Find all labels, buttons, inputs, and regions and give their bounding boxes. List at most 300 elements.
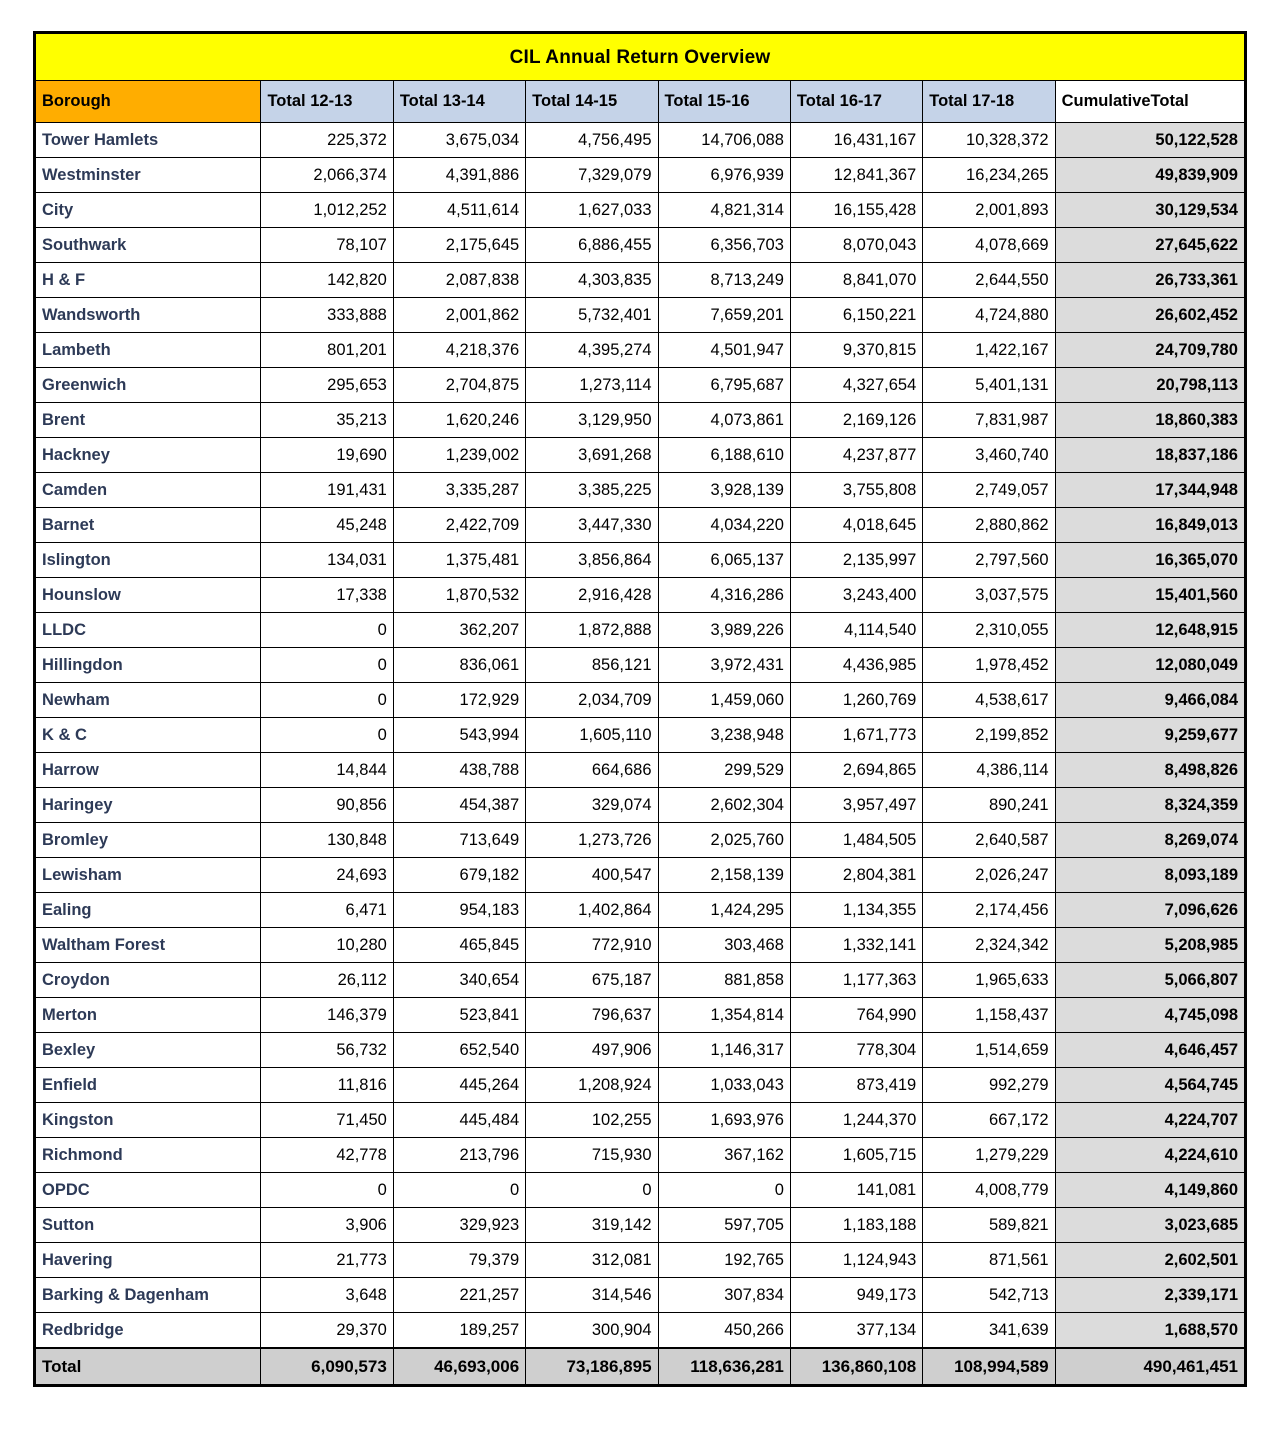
year-value: 8,841,070 [790,263,922,298]
year-value: 191,431 [261,473,393,508]
year-value: 715,930 [526,1138,658,1173]
year-value: 881,858 [658,963,790,998]
year-value: 19,690 [261,438,393,473]
year-value: 3,957,497 [790,788,922,823]
year-value: 192,765 [658,1243,790,1278]
table-row [35,998,1246,1033]
year-value: 2,804,381 [790,858,922,893]
year-value: 2,001,862 [393,298,525,333]
year-value: 1,260,769 [790,683,922,718]
borough-name: Greenwich [35,368,261,403]
cumulative-total-value: 9,466,084 [1055,683,1245,718]
year-value: 4,391,886 [393,158,525,193]
year-value: 1,693,976 [658,1103,790,1138]
table-row [35,683,1246,718]
year-value: 35,213 [261,403,393,438]
year-value: 873,419 [790,1068,922,1103]
cumulative-total-value: 26,733,361 [1055,263,1245,298]
year-value: 10,328,372 [923,123,1055,158]
borough-name: Hackney [35,438,261,473]
year-value: 4,303,835 [526,263,658,298]
cumulative-total-value: 16,849,013 [1055,508,1245,543]
cumulative-total-value: 4,224,707 [1055,1103,1245,1138]
table-row [35,718,1246,753]
year-value: 4,821,314 [658,193,790,228]
year-value: 2,026,247 [923,858,1055,893]
year-value: 56,732 [261,1033,393,1068]
cumulative-total-value: 27,645,622 [1055,228,1245,263]
year-value: 3,129,950 [526,403,658,438]
year-value: 1,978,452 [923,648,1055,683]
year-value: 2,199,852 [923,718,1055,753]
year-value: 652,540 [393,1033,525,1068]
year-value: 295,653 [261,368,393,403]
borough-name: Harrow [35,753,261,788]
year-value: 146,379 [261,998,393,1033]
year-value: 6,886,455 [526,228,658,263]
year-value: 1,273,726 [526,823,658,858]
borough-name: Richmond [35,1138,261,1173]
year-value: 597,705 [658,1208,790,1243]
year-value: 333,888 [261,298,393,333]
year-value: 71,450 [261,1103,393,1138]
year-value: 29,370 [261,1313,393,1348]
table-row [35,613,1246,648]
year-value: 189,257 [393,1313,525,1348]
cil-annual-return-table [33,31,1247,1387]
year-value: 0 [261,648,393,683]
year-value: 465,845 [393,928,525,963]
year-value: 319,142 [526,1208,658,1243]
borough-name: Enfield [35,1068,261,1103]
borough-name: Lewisham [35,858,261,893]
table-row [35,578,1246,613]
year-value: 1,208,924 [526,1068,658,1103]
year-value: 10,280 [261,928,393,963]
cumulative-total-value: 26,602,452 [1055,298,1245,333]
year-value: 3,385,225 [526,473,658,508]
borough-name: Merton [35,998,261,1033]
borough-name: K & C [35,718,261,753]
year-value: 4,395,274 [526,333,658,368]
year-value: 362,207 [393,613,525,648]
column-header-total-15-16[interactable]: Total 15-16 [658,81,790,123]
borough-name: City [35,193,261,228]
column-header-total-14-15[interactable]: Total 14-15 [526,81,658,123]
table-row [35,263,1246,298]
table-row [35,893,1246,928]
cumulative-total-value: 4,149,860 [1055,1173,1245,1208]
table-row [35,928,1246,963]
table-row [35,1173,1246,1208]
year-value: 0 [261,683,393,718]
year-value: 2,880,862 [923,508,1055,543]
year-value: 801,201 [261,333,393,368]
borough-name: Lambeth [35,333,261,368]
borough-name: Croydon [35,963,261,998]
borough-name: Hillingdon [35,648,261,683]
year-value: 6,065,137 [658,543,790,578]
year-value: 314,546 [526,1278,658,1313]
year-value: 589,821 [923,1208,1055,1243]
year-value: 1,354,814 [658,998,790,1033]
year-value: 7,329,079 [526,158,658,193]
year-value: 2,422,709 [393,508,525,543]
year-value: 450,266 [658,1313,790,1348]
year-value: 3,037,575 [923,578,1055,613]
borough-name: Newham [35,683,261,718]
year-value: 543,994 [393,718,525,753]
borough-name: Redbridge [35,1313,261,1348]
year-value: 4,436,985 [790,648,922,683]
year-value: 6,150,221 [790,298,922,333]
table-row [35,228,1246,263]
table-row [35,473,1246,508]
year-value: 1,484,505 [790,823,922,858]
cumulative-total-value: 18,837,186 [1055,438,1245,473]
year-value: 8,713,249 [658,263,790,298]
year-value: 134,031 [261,543,393,578]
year-value: 679,182 [393,858,525,893]
borough-name: Barnet [35,508,261,543]
year-value: 445,264 [393,1068,525,1103]
borough-name: Islington [35,543,261,578]
year-value: 12,841,367 [790,158,922,193]
total-year-value: 46,693,006 [393,1348,525,1386]
year-value: 1,375,481 [393,543,525,578]
year-value: 4,218,376 [393,333,525,368]
year-value: 3,335,287 [393,473,525,508]
year-value: 4,501,947 [658,333,790,368]
year-value: 6,976,939 [658,158,790,193]
borough-name: Brent [35,403,261,438]
table-row [35,1033,1246,1068]
year-value: 142,820 [261,263,393,298]
cumulative-total-value: 2,602,501 [1055,1243,1245,1278]
year-value: 954,183 [393,893,525,928]
year-value: 303,468 [658,928,790,963]
year-value: 1,605,715 [790,1138,922,1173]
year-value: 0 [526,1173,658,1208]
year-value: 16,155,428 [790,193,922,228]
year-value: 1,146,317 [658,1033,790,1068]
cumulative-total-value: 24,709,780 [1055,333,1245,368]
table-row [35,333,1246,368]
year-value: 1,244,370 [790,1103,922,1138]
cumulative-total-value: 49,839,909 [1055,158,1245,193]
year-value: 836,061 [393,648,525,683]
year-value: 796,637 [526,998,658,1033]
year-value: 3,675,034 [393,123,525,158]
year-value: 4,724,880 [923,298,1055,333]
cumulative-total-value: 3,023,685 [1055,1208,1245,1243]
cumulative-total-value: 4,564,745 [1055,1068,1245,1103]
year-value: 341,639 [923,1313,1055,1348]
column-header-total-17-18[interactable]: Total 17-18 [923,81,1055,123]
table-row [35,858,1246,893]
year-value: 4,018,645 [790,508,922,543]
year-value: 5,401,131 [923,368,1055,403]
year-value: 6,356,703 [658,228,790,263]
borough-name: Kingston [35,1103,261,1138]
year-value: 4,327,654 [790,368,922,403]
total-row-label: Total [35,1348,261,1386]
year-value: 24,693 [261,858,393,893]
table-row [35,823,1246,858]
year-value: 2,644,550 [923,263,1055,298]
year-value: 7,831,987 [923,403,1055,438]
year-value: 3,238,948 [658,718,790,753]
year-value: 1,279,229 [923,1138,1055,1173]
year-value: 2,169,126 [790,403,922,438]
year-value: 0 [261,1173,393,1208]
year-value: 16,234,265 [923,158,1055,193]
table-row [35,788,1246,823]
year-value: 4,114,540 [790,613,922,648]
year-value: 3,989,226 [658,613,790,648]
year-value: 1,514,659 [923,1033,1055,1068]
year-value: 1,183,188 [790,1208,922,1243]
cumulative-total-value: 15,401,560 [1055,578,1245,613]
year-value: 2,025,760 [658,823,790,858]
year-value: 26,112 [261,963,393,998]
year-value: 1,332,141 [790,928,922,963]
cumulative-total-value: 5,066,807 [1055,963,1245,998]
borough-name: Hounslow [35,578,261,613]
year-value: 1,459,060 [658,683,790,718]
borough-name: Haringey [35,788,261,823]
year-value: 454,387 [393,788,525,823]
year-value: 0 [393,1173,525,1208]
year-value: 0 [658,1173,790,1208]
year-value: 1,620,246 [393,403,525,438]
table-row [35,438,1246,473]
year-value: 871,561 [923,1243,1055,1278]
year-value: 949,173 [790,1278,922,1313]
year-value: 3,928,139 [658,473,790,508]
table-row [35,543,1246,578]
year-value: 225,372 [261,123,393,158]
year-value: 307,834 [658,1278,790,1313]
year-value: 340,654 [393,963,525,998]
borough-name: LLDC [35,613,261,648]
year-value: 6,188,610 [658,438,790,473]
cumulative-total-value: 20,798,113 [1055,368,1245,403]
column-header-borough[interactable]: Borough [35,81,261,123]
column-header-total-16-17[interactable]: Total 16-17 [790,81,922,123]
cumulative-total-value: 8,269,074 [1055,823,1245,858]
year-value: 2,066,374 [261,158,393,193]
year-value: 9,370,815 [790,333,922,368]
year-value: 2,174,456 [923,893,1055,928]
year-value: 0 [261,718,393,753]
table-row [35,508,1246,543]
year-value: 4,034,220 [658,508,790,543]
year-value: 890,241 [923,788,1055,823]
year-value: 0 [261,613,393,648]
column-header-total-12-13[interactable]: Total 12-13 [261,81,393,123]
year-value: 312,081 [526,1243,658,1278]
year-value: 21,773 [261,1243,393,1278]
table-row [35,1208,1246,1243]
year-value: 3,972,431 [658,648,790,683]
year-value: 3,906 [261,1208,393,1243]
total-year-value: 118,636,281 [658,1348,790,1386]
year-value: 2,749,057 [923,473,1055,508]
cumulative-total-value: 12,080,049 [1055,648,1245,683]
year-value: 1,605,110 [526,718,658,753]
cumulative-total-value: 12,648,915 [1055,613,1245,648]
total-year-value: 6,090,573 [261,1348,393,1386]
table-row [35,403,1246,438]
year-value: 856,121 [526,648,658,683]
year-value: 3,691,268 [526,438,658,473]
year-value: 172,929 [393,683,525,718]
year-value: 4,386,114 [923,753,1055,788]
year-value: 3,648 [261,1278,393,1313]
borough-name: H & F [35,263,261,298]
year-value: 2,310,055 [923,613,1055,648]
table-total-row [35,1348,1246,1386]
cumulative-total-value: 16,365,070 [1055,543,1245,578]
year-value: 1,177,363 [790,963,922,998]
year-value: 14,844 [261,753,393,788]
year-value: 542,713 [923,1278,1055,1313]
table-row [35,298,1246,333]
year-value: 1,134,355 [790,893,922,928]
table-row [35,1278,1246,1313]
cumulative-total-value: 50,122,528 [1055,123,1245,158]
borough-name: Barking & Dagenham [35,1278,261,1313]
year-value: 16,431,167 [790,123,922,158]
borough-name: Westminster [35,158,261,193]
table-row [35,1103,1246,1138]
year-value: 3,447,330 [526,508,658,543]
year-value: 3,243,400 [790,578,922,613]
year-value: 141,081 [790,1173,922,1208]
year-value: 4,756,495 [526,123,658,158]
year-value: 400,547 [526,858,658,893]
year-value: 2,602,304 [658,788,790,823]
cumulative-total-value: 8,093,189 [1055,858,1245,893]
cumulative-total-value: 1,688,570 [1055,1313,1245,1348]
year-value: 3,755,808 [790,473,922,508]
borough-name: Waltham Forest [35,928,261,963]
year-value: 764,990 [790,998,922,1033]
year-value: 4,008,779 [923,1173,1055,1208]
year-value: 90,856 [261,788,393,823]
year-value: 4,073,861 [658,403,790,438]
year-value: 1,965,633 [923,963,1055,998]
year-value: 7,659,201 [658,298,790,333]
year-value: 42,778 [261,1138,393,1173]
year-value: 300,904 [526,1313,658,1348]
table-row [35,648,1246,683]
year-value: 1,158,437 [923,998,1055,1033]
year-value: 667,172 [923,1103,1055,1138]
table-row [35,123,1246,158]
year-value: 1,422,167 [923,333,1055,368]
table-title-row [35,33,1246,81]
cumulative-total-value: 8,498,826 [1055,753,1245,788]
year-value: 3,856,864 [526,543,658,578]
year-value: 713,649 [393,823,525,858]
year-value: 2,175,645 [393,228,525,263]
total-year-value: 73,186,895 [526,1348,658,1386]
table-row [35,753,1246,788]
borough-name: OPDC [35,1173,261,1208]
year-value: 1,424,295 [658,893,790,928]
borough-name: Tower Hamlets [35,123,261,158]
cumulative-total-value: 8,324,359 [1055,788,1245,823]
year-value: 438,788 [393,753,525,788]
cumulative-total-value: 2,339,171 [1055,1278,1245,1313]
cumulative-total-value: 5,208,985 [1055,928,1245,963]
year-value: 4,237,877 [790,438,922,473]
year-value: 2,640,587 [923,823,1055,858]
borough-name: Bexley [35,1033,261,1068]
borough-name: Wandsworth [35,298,261,333]
cumulative-total-value: 18,860,383 [1055,403,1245,438]
year-value: 213,796 [393,1138,525,1173]
year-value: 17,338 [261,578,393,613]
year-value: 6,471 [261,893,393,928]
year-value: 675,187 [526,963,658,998]
table-row [35,1313,1246,1348]
year-value: 329,923 [393,1208,525,1243]
year-value: 8,070,043 [790,228,922,263]
table-header-row [35,81,1246,123]
borough-name: Bromley [35,823,261,858]
year-value: 523,841 [393,998,525,1033]
column-header-cumulativetotal[interactable]: CumulativeTotal [1055,81,1245,123]
borough-name: Ealing [35,893,261,928]
borough-name: Sutton [35,1208,261,1243]
year-value: 1,872,888 [526,613,658,648]
year-value: 329,074 [526,788,658,823]
year-value: 4,078,669 [923,228,1055,263]
year-value: 2,916,428 [526,578,658,613]
year-value: 2,135,997 [790,543,922,578]
year-value: 2,087,838 [393,263,525,298]
table-row [35,368,1246,403]
column-header-total-13-14[interactable]: Total 13-14 [393,81,525,123]
year-value: 1,870,532 [393,578,525,613]
year-value: 992,279 [923,1068,1055,1103]
year-value: 2,158,139 [658,858,790,893]
table-title: CIL Annual Return Overview [35,33,1246,81]
year-value: 2,034,709 [526,683,658,718]
year-value: 45,248 [261,508,393,543]
year-value: 3,460,740 [923,438,1055,473]
year-value: 772,910 [526,928,658,963]
year-value: 2,694,865 [790,753,922,788]
borough-name: Camden [35,473,261,508]
year-value: 1,273,114 [526,368,658,403]
cumulative-total-value: 4,646,457 [1055,1033,1245,1068]
year-value: 11,816 [261,1068,393,1103]
year-value: 1,033,043 [658,1068,790,1103]
cumulative-total-value: 30,129,534 [1055,193,1245,228]
cumulative-total-value: 7,096,626 [1055,893,1245,928]
year-value: 4,316,286 [658,578,790,613]
cumulative-total-value: 9,259,677 [1055,718,1245,753]
table-row [35,1138,1246,1173]
table-row [35,963,1246,998]
year-value: 6,795,687 [658,368,790,403]
year-value: 1,671,773 [790,718,922,753]
year-value: 1,239,002 [393,438,525,473]
